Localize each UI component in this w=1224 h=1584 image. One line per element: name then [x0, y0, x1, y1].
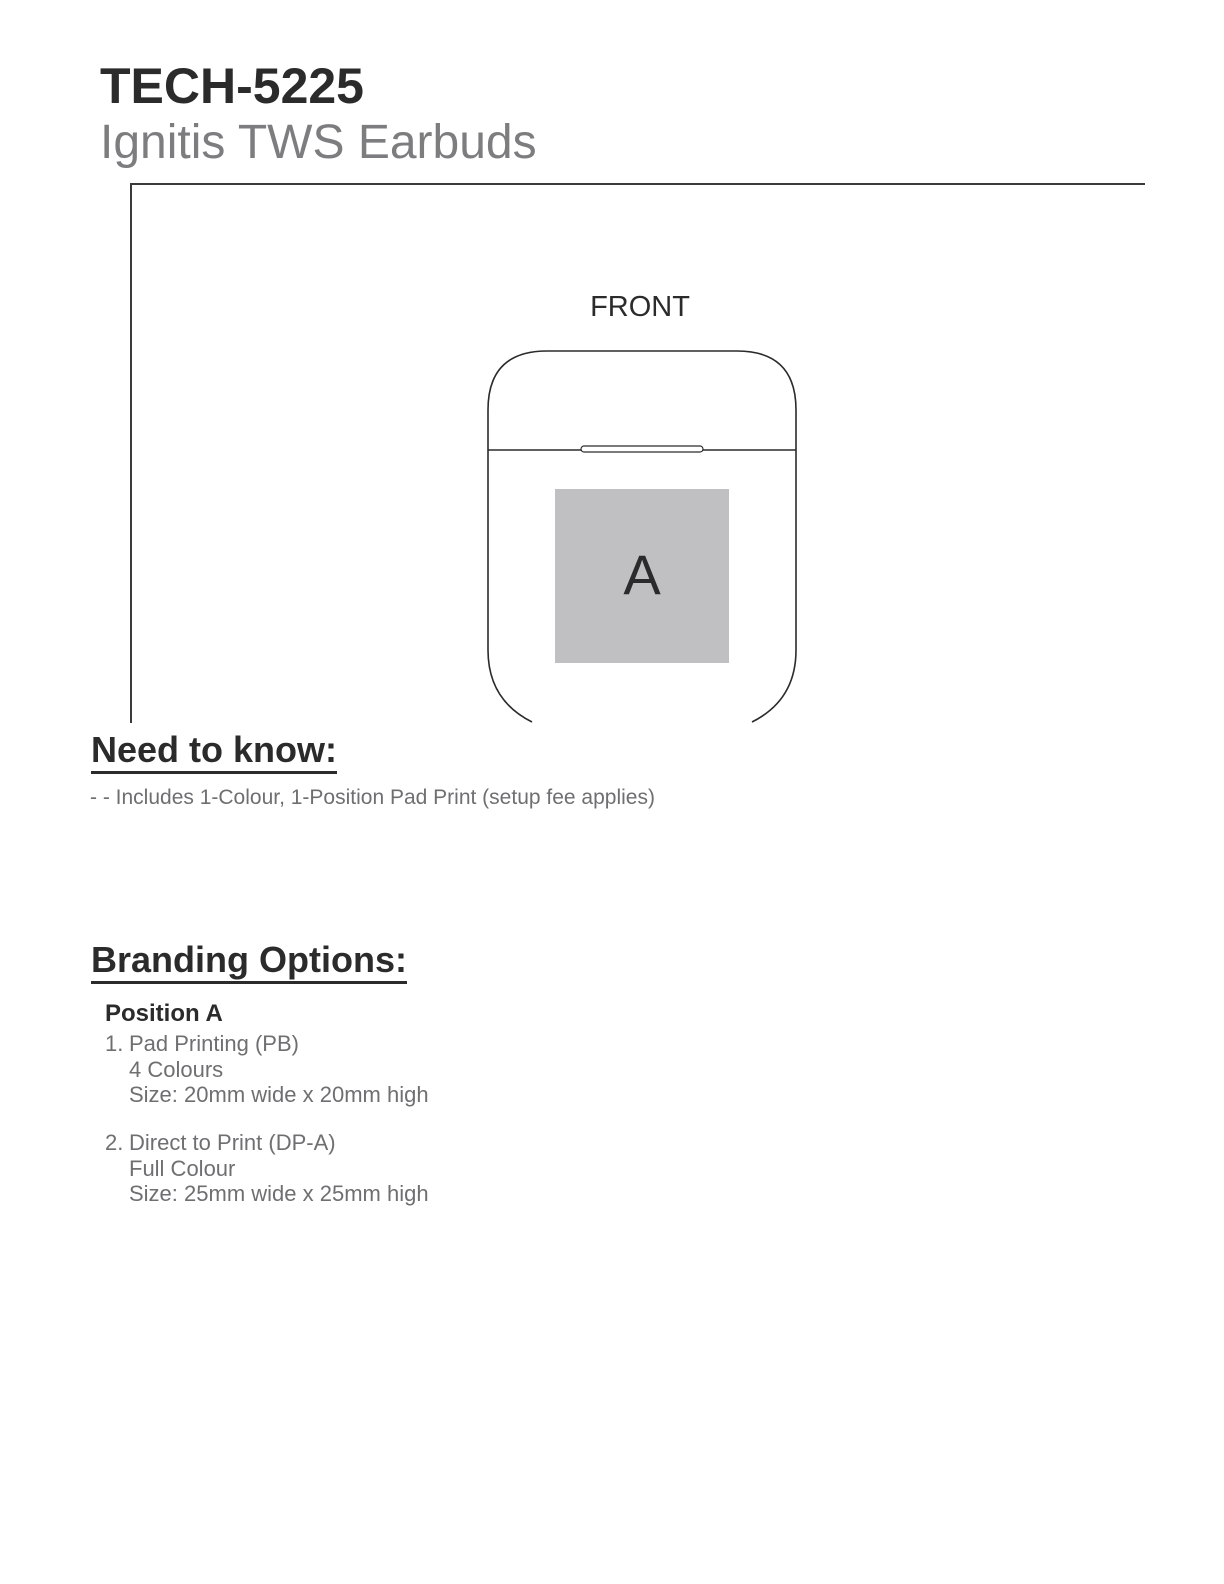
option-number: 2.: [105, 1130, 124, 1155]
earbuds-case-drawing: [0, 0, 1224, 760]
product-code: TECH-5225: [100, 58, 364, 114]
branding-options-heading: Branding Options:: [91, 940, 407, 984]
need-to-know-item: - - Includes 1-Colour, 1-Position Pad Print (setup fee applies): [90, 786, 655, 809]
case-hinge-slot: [581, 446, 703, 452]
view-label: FRONT: [590, 291, 690, 323]
position-a-title: Position A: [105, 1000, 223, 1027]
option-colours: 4 Colours: [129, 1056, 224, 1082]
option-colours: Full Colour: [129, 1155, 236, 1181]
option-number: 1.: [105, 1031, 124, 1056]
branding-option-pad-printing: [105, 1031, 429, 1108]
option-size: Size: 25mm wide x 25mm high: [129, 1181, 429, 1206]
option-method: Direct to Print (DP-A): [129, 1130, 336, 1155]
need-to-know-heading: Need to know:: [91, 730, 337, 774]
print-area-label: A: [623, 543, 661, 606]
option-size: Size: 20mm wide x 20mm high: [129, 1082, 429, 1107]
branding-option-direct-to-print: [105, 1130, 429, 1207]
option-method: Pad Printing (PB): [129, 1031, 299, 1056]
product-name: Ignitis TWS Earbuds: [100, 116, 537, 169]
